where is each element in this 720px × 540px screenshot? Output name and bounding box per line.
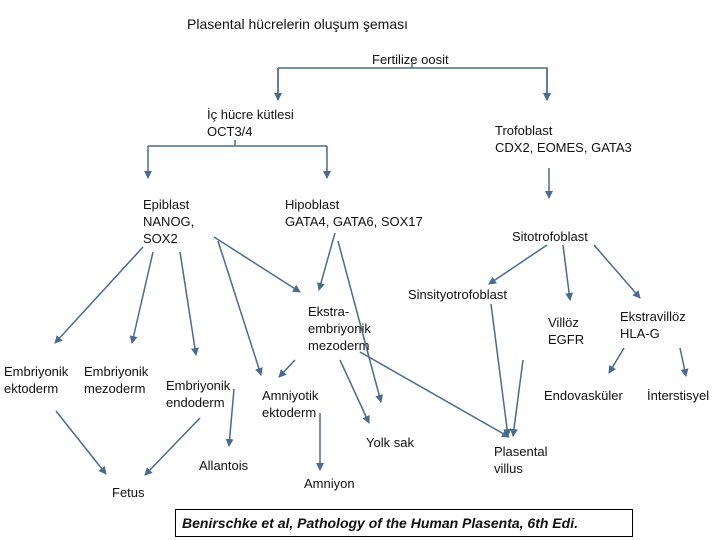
edge-oosit-branch: [278, 68, 547, 100]
diagram-title: Plasental hücrelerin oluşum şeması: [187, 16, 408, 32]
node-embriyonik-mezoderm: Embriyonik mezoderm: [84, 364, 149, 396]
node-villoz: Villöz EGFR: [548, 315, 585, 347]
node-epiblast: Epiblast NANOG, SOX2: [143, 197, 195, 246]
edge-endoderm-to-allantois: [229, 389, 234, 446]
edge-sinsityo-to-villus: [491, 304, 508, 436]
node-hipoblast: Hipoblast GATA4, GATA6, SOX17: [285, 197, 423, 229]
edge-ekstramez-to-yolk: [340, 360, 369, 423]
node-embriyonik-endoderm: Embriyonik endoderm: [166, 378, 231, 410]
edge-sito-to-villoz: [563, 245, 570, 300]
edge-hipoblast-to-yolk: [338, 241, 381, 402]
edge-villoz-to-villus: [513, 360, 523, 436]
reference-text: Benirschke et al, Pathology of the Human Plasenta, 6th Edi.: [182, 515, 578, 531]
node-fertilize-oosit: Fertilize oosit: [372, 52, 449, 67]
edge-hipoblast-to-ekstra: [319, 233, 335, 290]
node-yolk-sak: Yolk sak: [366, 435, 414, 450]
node-interstisyel: İnterstisyel: [647, 388, 710, 403]
edge-epiblast-to-endoderm: [180, 252, 196, 355]
node-ekstravilloz: Ekstravillöz HLA-G: [620, 309, 686, 341]
edge-epiblast-to-mezoderm: [132, 252, 153, 343]
edge-epiblast-to-amniyotik: [218, 241, 261, 375]
node-sinsityotrofoblast: Sinsityotrofoblast: [408, 287, 507, 302]
node-allantois: Allantois: [199, 458, 249, 473]
node-amniyon: Amniyon: [304, 476, 355, 491]
node-endovaskuler: Endovasküler: [544, 388, 623, 403]
edge-ekstramez-to-amniyotik: [279, 360, 295, 377]
edge-sito-to-sinsityo: [489, 245, 547, 284]
edge-ekstra-to-endovaskuler: [609, 348, 624, 373]
edge-endoderm-to-fetus: [145, 418, 200, 475]
edge-epiblast-to-ekstra: [214, 237, 300, 292]
node-amniyotik-ektoderm: Amniyotik ektoderm: [262, 388, 319, 420]
node-ic-hucre-kutlesi: İç hücre kütlesi OCT3/4: [207, 107, 294, 139]
node-trofoblast: Trofoblast CDX2, EOMES, GATA3: [495, 123, 632, 155]
edge-ekstramez-to-villus: [360, 352, 509, 437]
edge-ektoderm-to-fetus: [56, 411, 106, 474]
node-ekstraembriyonik-mezoderm: Ekstra- embriyonik mezoderm: [308, 304, 371, 353]
node-plasental-villus: Plasental villus: [494, 444, 548, 476]
edge-ekstra-to-interstisyel: [680, 348, 686, 376]
node-sitotrofoblast: Sitotrofoblast: [512, 229, 588, 244]
node-fetus: Fetus: [112, 485, 145, 500]
edge-epiblast-to-ektoderm: [55, 247, 143, 343]
node-embriyonik-ektoderm: Embriyonik ektoderm: [4, 364, 69, 396]
edge-sito-to-ekstravilloz: [594, 245, 640, 298]
